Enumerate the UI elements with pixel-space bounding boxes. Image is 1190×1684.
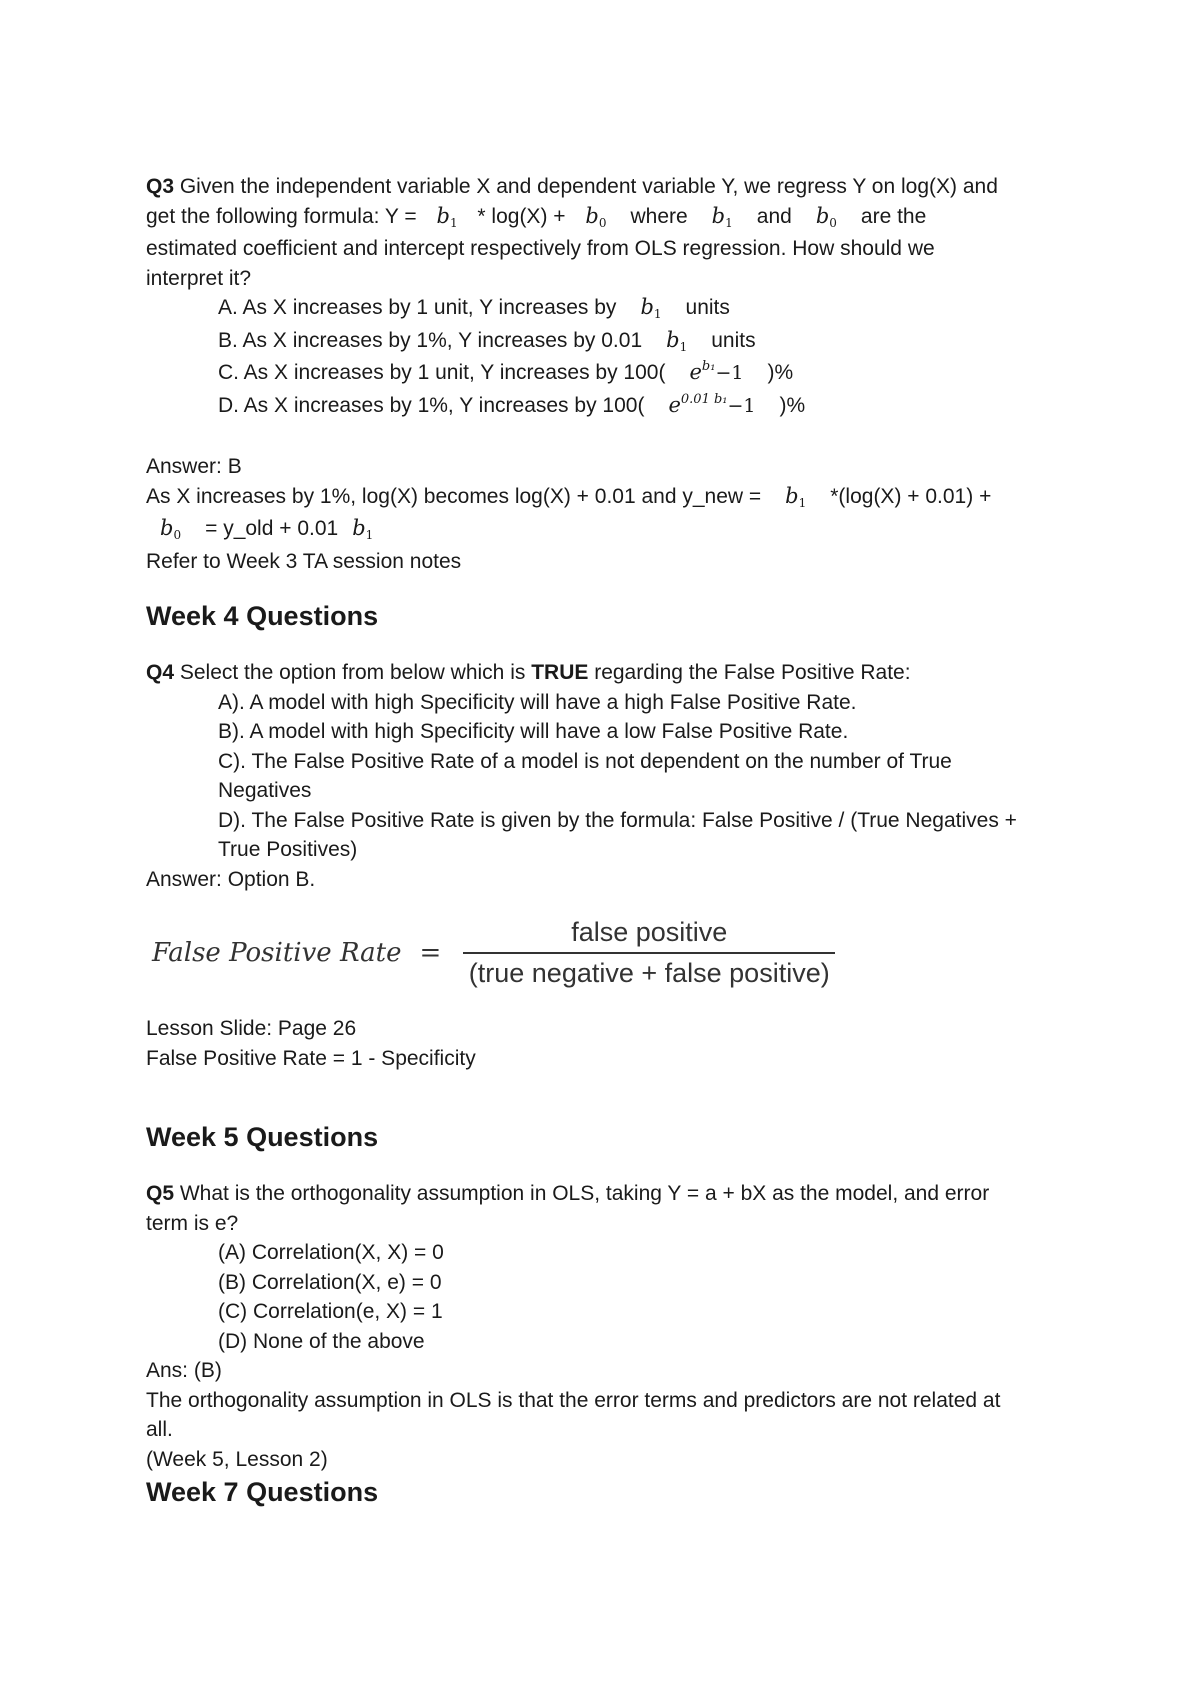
q3-line-2: get the following formula: Y = b1 * log(X) + b0 where b1 and b0 are the: [146, 203, 927, 230]
q5-option-b: (B) Correlation(X, e) = 0: [218, 1270, 442, 1294]
week7-heading: Week 7 Questions: [146, 1477, 379, 1507]
q3-answer: Answer: B: [146, 455, 242, 478]
q4-option-d-1: D). The False Positive Rate is given by the formula: False Positive / (True Negatives +: [218, 808, 1017, 832]
q5-answer: Ans: (B): [146, 1359, 222, 1382]
q3-option-d: D. As X increases by 1%, Y increases by 100( $e^{0.01 b_1}-1$ )%: [218, 391, 806, 417]
q5-reference: (Week 5, Lesson 2): [146, 1447, 328, 1471]
b0-symbol: b: [815, 203, 830, 228]
b0-symbol: b: [585, 203, 599, 228]
q5-line-2: term is e?: [146, 1211, 239, 1235]
b1-symbol: b: [436, 203, 450, 228]
q4-option-d-2: True Positives): [218, 838, 358, 861]
q3-line-3: estimated coefficient and intercept respectively from OLS regression. How should we: [146, 237, 935, 260]
fpr-formula-denominator: (true negative + false positive): [468, 958, 830, 988]
b1-symbol: b: [711, 203, 726, 228]
q4-option-b: B). A model with high Specificity will have a low False Positive Rate.: [218, 720, 849, 743]
q3-option-c: C. As X increases by 1 unit, Y increases by 100( $e^{b_1}-1$ )%: [218, 359, 794, 384]
q4-option-c-2: Negatives: [218, 779, 312, 802]
q4-option-a: A). A model with high Specificity will have a high False Positive Rate.: [218, 690, 857, 714]
week4-heading: Week 4 Questions: [146, 601, 379, 631]
q5-explanation-2: all.: [146, 1418, 173, 1441]
q4-label: Q4: [146, 661, 175, 684]
q3-line-4: interpret it?: [146, 266, 252, 290]
q5-option-d: (D) None of the above: [218, 1329, 425, 1353]
document-page: [146, 172, 1046, 1510]
q5-label: Q5: [146, 1182, 175, 1205]
q4-answer: Answer: Option B.: [146, 867, 316, 891]
q3-explanation-2: b0 = y_old + 0.01 b1: [160, 516, 374, 542]
fpr-formula: [146, 898, 1046, 1008]
q3-reference: Refer to Week 3 TA session notes: [146, 549, 462, 573]
q5-explanation-1: The orthogonality assumption in OLS is that the error terms and predictors are not related at: [146, 1388, 1001, 1412]
q3-explanation-1: As X increases by 1%, log(X) becomes log(X) + 0.01 and y_new = b1 *(log(X) + 0.01) +: [146, 483, 992, 510]
week5-heading: Week 5 Questions: [146, 1122, 379, 1152]
q3-line-1: Q3 Given the independent variable X and dependent variable Y, we regress Y on log(X) and: [146, 175, 998, 198]
fpr-formula-lhs: False Positive Rate: [152, 938, 402, 968]
fpr-formula-numerator: false positive: [571, 917, 728, 947]
q4-lesson-slide: Lesson Slide: Page 26: [146, 1017, 357, 1040]
q3-option-a: A. As X increases by 1 unit, Y increases by b1 units: [218, 295, 730, 321]
fpr-formula-equals: =: [419, 938, 442, 968]
q5-option-c: (C) Correlation(e, X) = 1: [218, 1300, 443, 1323]
q3-label: Q3: [146, 175, 175, 198]
q4-line-1: Q4 Select the option from below which is TRUE regarding the False Positive Rate:: [146, 661, 911, 684]
q5-line-1: Q5 What is the orthogonality assumption in OLS, taking Y = a + bX as the model, and error: [146, 1182, 990, 1205]
q3-option-b: B. As X increases by 1%, Y increases by 0.01 b1 units: [218, 327, 756, 354]
q4-fpr-note: False Positive Rate = 1 - Specificity: [146, 1046, 476, 1070]
q5-option-a: (A) Correlation(X, X) = 0: [218, 1241, 444, 1264]
fpr-formula-fraction: [463, 917, 835, 989]
q4-option-c-1: C). The False Positive Rate of a model is not dependent on the number of True: [218, 749, 952, 773]
